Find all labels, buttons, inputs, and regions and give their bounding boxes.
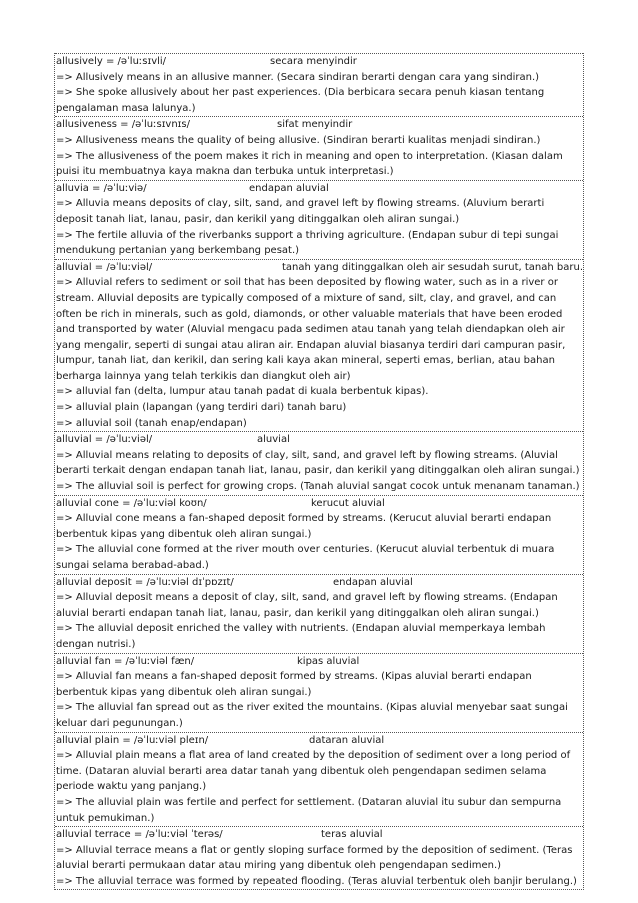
example-line: => alluvial fan (delta, lumpur atau tanah padat di kuala berbentuk kipas). (56, 386, 429, 398)
dictionary-entry-list (54, 53, 584, 890)
entry-term: alluvia = /əˈluːviə/ (56, 182, 147, 194)
entry-term: allusively = /əˈluːsɪvli/ (56, 56, 167, 67)
entry-headword-line (56, 733, 583, 749)
example-line: => The fertile alluvia of the riverbanks support a thriving agriculture. (Endapan subur di tepi sungai mendukung pertanian yang berkembang pesat.) (56, 229, 559, 257)
entry-term: alluvial plain = /əˈluːviəl pleɪn/ (56, 734, 209, 746)
example-line: => The alluvial cone formed at the river mouth over centuries. (Kerucut aluvial terbentuk di muara sungai selama berabad-abad.) (56, 544, 555, 571)
entry-term: alluvial terrace = /əˈluːviəl ˈterəs/ (56, 829, 223, 841)
example-line: => The allusiveness of the poem makes it rich in meaning and open to interpretation. (Kiasan dalam puisi itu membuatnya kaya makna dan terbuka untuk interpretasi.) (56, 150, 563, 178)
entry-alluvial-cone (55, 495, 583, 574)
example-line: => The alluvial fan spread out as the river exited the mountains. (Kipas aluvial menyebar saat sungai keluar dari pegunungan.) (56, 702, 568, 729)
definition-line: => Alluvial fan means a fan-shaped deposit formed by streams. (Kipas aluvial berarti endapan berbentuk kipas yang dibentuk oleh aliran sungai.) (56, 671, 532, 698)
entry-meaning: endapan aluvial (249, 182, 329, 194)
entry-meaning: endapan aluvial (333, 576, 413, 588)
entry-term: alluvial cone = /əˈluːviəl koʊn/ (56, 497, 207, 509)
entry-headword-line (56, 432, 583, 448)
definition-line: => Alluvial plain means a flat area of land created by the deposition of sediment over a long period of time. (Dataran aluvial berarti area datar tanah yang dibentuk oleh pengendapan sedimen selama periode waktu yang panjang.) (56, 750, 571, 793)
entry-meaning: sifat menyindir (277, 119, 353, 131)
entry-meaning: secara menyindir (270, 56, 357, 67)
definition-line: => Allusiveness means the quality of being allusive. (Sindiran berarti kualitas menjadi sindiran.) (56, 134, 541, 146)
example-line: => She spoke allusively about her past experiences. (Dia berbicara secara penuh kiasan tentang pengalaman masa lalunya.) (56, 87, 545, 114)
entry-alluvial-terrace (55, 826, 583, 889)
entry-headword-line (56, 827, 583, 843)
entry-meaning: aluvial (257, 434, 290, 446)
entry-alluvial-plain (55, 732, 583, 827)
entry-meaning: tanah yang ditinggalkan oleh air sesudah surut, tanah baru. (281, 261, 583, 273)
entry-meaning: kerucut aluvial (311, 497, 385, 509)
example-line: => alluvial soil (tanah enap/endapan) (56, 417, 247, 429)
definition-line: => Alluvia means deposits of clay, silt, sand, and gravel left by flowing streams. (Aluvium berarti deposit tanah liat, lanau, pasir, dan kerikil yang ditinggalkan oleh aliran sungai.) (56, 198, 545, 225)
entry-meaning: dataran aluvial (309, 734, 385, 746)
entry-alluvial-deposit (55, 574, 583, 653)
entry-allusively (55, 53, 583, 116)
entry-headword-line (56, 54, 583, 70)
entry-headword-line (56, 181, 583, 197)
entry-allusiveness (55, 116, 583, 179)
entry-term: alluvial deposit = /əˈluːviəl dɪˈpɒzɪt/ (56, 576, 234, 588)
entry-alluvial-2 (55, 431, 583, 494)
entry-meaning: teras aluvial (321, 829, 383, 841)
example-line: => The alluvial plain was fertile and perfect for settlement. (Dataran aluvial itu subur dan sempurna untuk pemukiman.) (56, 796, 562, 824)
entry-alluvial-fan (55, 653, 583, 732)
entry-alluvia (55, 180, 583, 259)
definition-line: => Alluvial terrace means a flat or gently sloping surface formed by the deposition of sediment. (Teras aluvial berarti permukaan datar atau miring yang dibentuk oleh pengendapan sedimen.) (56, 844, 573, 872)
entry-headword-line (56, 575, 583, 591)
example-line: => alluvial plain (lapangan (yang terdiri dari) tanah baru) (56, 402, 347, 414)
entry-term: alluvial fan = /əˈluːviəl fæn/ (56, 655, 195, 667)
example-line: => The alluvial soil is perfect for growing crops. (Tanah aluvial sangat cocok untuk menanam tanaman.) (56, 481, 580, 493)
example-line: => The alluvial terrace was formed by repeated flooding. (Teras aluvial terbentuk oleh banjir berulang.) (56, 875, 577, 887)
definition-line: => Allusively means in an allusive manner. (Secara sindiran berarti dengan cara yang sindiran.) (56, 71, 540, 83)
definition-line: => Alluvial refers to sediment or soil that has been deposited by flowing water, such as in a river or stream. Alluvial deposits are typically composed of a mixture of sand, silt, clay, and gravel, and can often be rich in minerals, such as gold, diamonds, or other valuable materials that have been eroded and transported by water (Aluvial mengacu pada sedimen atau tanah yang telah diendapkan oleh air yang mengalir, seperti di sungai atau aliran air. Endapan aluvial biasanya terdiri dari campuran pasir, lumpur, tanah liat, dan kerikil, dan sering kali kaya akan mineral, seperti emas, berlian, atau bahan berharga lainnya yang telah terkikis dan diangkut oleh air) (56, 277, 566, 382)
entry-term: alluvial = /əˈluːviəl/ (56, 261, 153, 273)
entry-headword-line (56, 260, 583, 276)
entry-headword-line (56, 496, 583, 512)
entry-meaning: kipas aluvial (297, 655, 360, 667)
example-line: => The alluvial deposit enriched the valley with nutrients. (Endapan aluvial memperkaya lembah dengan nutrisi.) (56, 623, 546, 650)
definition-line: => Alluvial cone means a fan-shaped deposit formed by streams. (Kerucut aluvial berarti endapan berbentuk kipas yang dibentuk oleh aliran sungai.) (56, 513, 552, 540)
entry-headword-line (56, 654, 583, 670)
definition-line: => Alluvial means relating to deposits of clay, silt, sand, and gravel left by flowing streams. (Aluvial berarti terkait dengan endapan tanah liat, lanau, pasir, dan kerikil yang ditinggalkan oleh aliran sungai.) (56, 449, 580, 477)
entry-term: alluvial = /əˈluːviəl/ (56, 434, 153, 446)
definition-line: => Alluvial deposit means a deposit of clay, silt, sand, and gravel left by flowing streams. (Endapan aluvial berarti endapan tanah liat, lanau, pasir, dan kerikil yang ditinggalkan oleh aliran sungai.) (56, 592, 558, 619)
entry-alluvial-1 (55, 259, 583, 432)
entry-headword-line (56, 117, 583, 133)
entry-term: allusiveness = /əˈluːsɪvnɪs/ (56, 119, 190, 131)
